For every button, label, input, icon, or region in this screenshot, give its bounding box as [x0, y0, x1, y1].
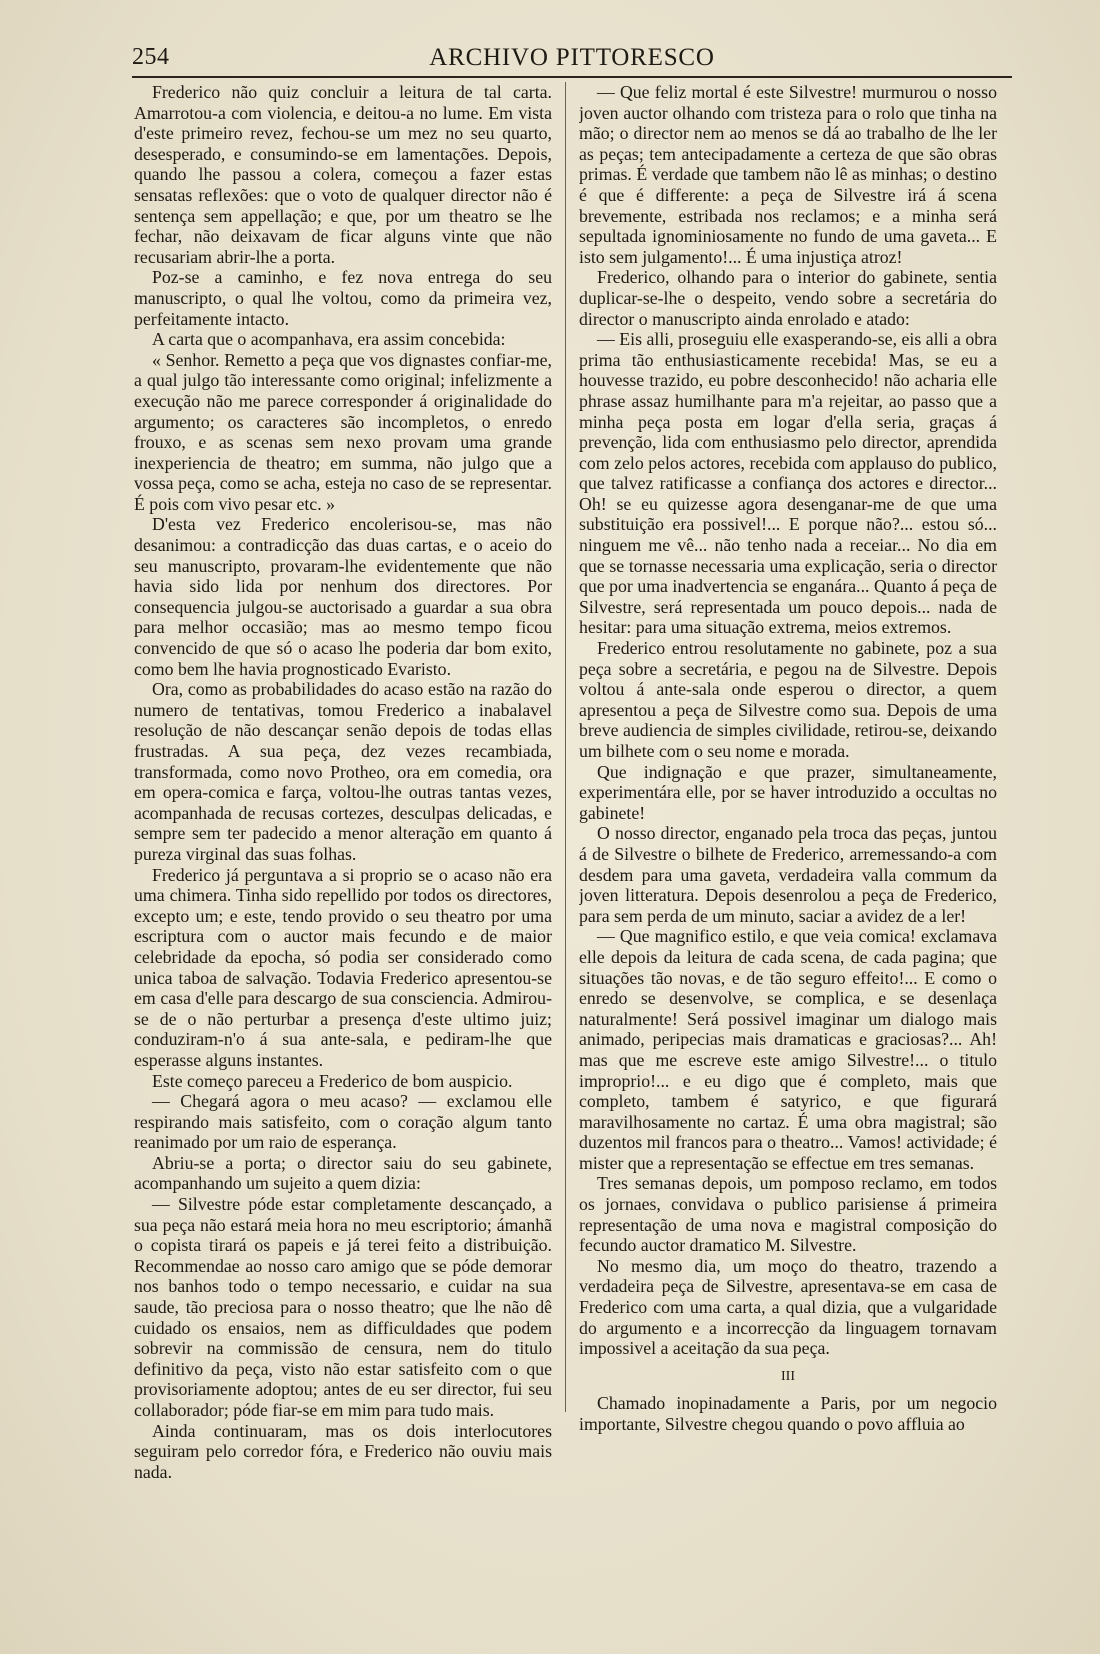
dialogue: — Que feliz mortal é este Silvestre! murmurou o nosso joven auctor olhando com tristeza para o rolo que tinha na mão; o director nem ao menos se dá ao trabalho de lhe ler as peças; tem antecipadamente a certeza de que são obras primas. É verdade que tambem não lê as minhas; o destino é que é differente: a peça de Silvestre irá á scena brevemente, estribada nos reclamos; e a minha será sepultada ignominiosamente no fundo de uma gaveta... E isto sem julgamento!... É uma injustiça atroz! — [579, 82, 997, 267]
page-header — [132, 42, 1012, 78]
paragraph: Frederico não quiz concluir a leitura de tal carta. Amarrotou-a com violencia, e deitou-a no lume. Em vista d'este primeiro revez, fechou-se um mez no seu quarto, desesperado, e consumindo-se em lamentações. Depois, quando lhe passou a colera, começou a fazer estas sensatas reflexões: que o voto de qualquer director não é sentença sem appellação; e que, por um theatro se lhe fechar, não deixavam de ficar alguns vinte que não recusariam abrir-lhe a porta. — [134, 82, 552, 267]
paragraph: O nosso director, enganado pela troca das peças, juntou á de Silvestre o bilhete de Frederico, arremessando-a com desdem para uma gaveta, verdadeira valla commum da joven litteratura. Depois desenrolou a peça de Frederico, para sem perda de um minuto, saciar a avidez de a ler! — [579, 823, 997, 926]
right-column — [579, 82, 997, 1622]
page-number: 254 — [132, 44, 170, 70]
paragraph: Este começo pareceu a Frederico de bom auspicio. — [152, 1070, 513, 1091]
dialogue: — Silvestre póde estar completamente descançado, a sua peça não estará meia hora no meu escriptorio; ámanhã o copista tirará os papeis e já terei feito a distribuição. Recommendae ao nosso caro amigo que se póde demorar nos banhos todo o tempo necessario, e cuidar na sua saude, tão preciosa para o nosso theatro; que lhe não dê cuidado os ensaios, nem as difficuldades que podem sobrevir na commissão de censura, nem do titulo definitivo da peça, visto não estar satisfeito com o que provisoriamente adoptou; antes de eu ser director, fui seu collaborador; póde fiar-se em mim para tudo mais. — [134, 1194, 552, 1420]
paragraph: No mesmo dia, um moço do theatro, trazendo a verdadeira peça de Silvestre, apresentava-se em casa de Frederico com uma carta, a qual dizia, que a vulgaridade do argumento e a incorrecção da linguagem tornavam impossivel a aceitação da sua peça. — [579, 1255, 997, 1359]
dialogue: — Chegará agora o meu acaso? — exclamou elle respirando mais satisfeito, com o coração algum tanto reanimado por um raio de esperança. — [134, 1091, 552, 1153]
paragraph: Tres semanas depois, um pomposo reclamo, em todos os jornaes, convidava o publico parisiense á primeira representação de uma nova e magistral composição do fecundo auctor dramatico M. Silvestre. — [579, 1173, 997, 1256]
paragraph: Frederico, olhando para o interior do gabinete, sentia duplicar-se-lhe o despeito, vendo sobre a secretária do director o manuscripto ainda enrolado e atado: — [579, 267, 997, 329]
dialogue: — Que magnifico estilo, e que veia comica! exclamava elle depois da leitura de cada scena, de cada pagina; que situações tão novas, e de tão seguro effeito!... E como o enredo se desenvolve, se complica, e se desenlaça naturalmente! Será possivel imaginar um dialogo mais animado, peripecias mais dramaticas e graciosas?... Ah! mas que me escreve este amigo Silvestre!... o titulo improprio!... e eu digo que é completo, mais que completo, tambem é satyrico, e que figurará maravilhosamente no cartaz. É uma obra magistral; são duzentos mil francos para o theatro... Vamos! actividade; é mister que a representação se effectue em tres semanas. — [579, 926, 997, 1173]
dialogue: — Eis alli, proseguiu elle exasperando-se, eis alli a obra prima tão enthusiasticamente recebida! Mas, se eu a houvesse trazido, eu pobre desconhecido! não acharia elle phrase assaz humilhante para m'a rejeitar, ao passo que a minha peça posta em logar d'ella seria, graças á prevenção, lida com enthusiasmo pelo director, aprendida com zelo pelos actores, recebida com applauso do publico, que talvez ratificasse a confiança dos actores e director... Oh! se eu quizesse agora desenganar-me de que uma substituição era possivel!... E porque não?... estou só... ninguem me vê... não tenho nada a receiar... No dia em que se tornasse necessaria uma explicação, seria o director que por uma inadvertencia se enganára... Quanto á peça de Silvestre, será representada um pouco depois... nada de hesitar: para uma situação extrema, meios extremos. — [579, 329, 997, 638]
paragraph: Abriu-se a porta; o director saiu do seu gabinete, acompanhando um sujeito a quem dizia: — [134, 1152, 552, 1194]
paragraph: Poz-se a caminho, e fez nova entrega do seu manuscripto, o qual lhe voltou, como da primeira vez, perfeitamente intacto. — [134, 267, 552, 329]
column-divider — [565, 82, 566, 1412]
paragraph: Ora, como as probabilidades do acaso estão na razão do numero de tentativas, tomou Frederico a inabalavel resolução de não descançar senão depois de todas ellas frustradas. A sua peça, dez vezes recambiada, transformada, como novo Protheo, ora em comedia, ora em opera-comica e farça, voltou-lhe outras tantas vezes, acompanhada de recusas cortezes, desculpas delicadas, e sempre sem ter padecido a menor alteração em quanto á pureza virginal das suas folhas. — [134, 679, 552, 864]
paragraph: A carta que o acompanhava, era assim concebida: — [152, 329, 506, 350]
section-number: III — [781, 1368, 795, 1384]
running-title: ARCHIVO PITTORESCO — [429, 44, 715, 71]
quoted-letter: « Senhor. Remetto a peça que vos dignastes confiar-me, a qual julgo tão interessante como original; infelizmente a execução não me parece corresponder á originalidade do argumento; os caracteres são incompletos, o enredo frouxo, e as scenas sem nexo provam uma grande inexperiencia de theatro; em summa, não julgo que a vossa peça, como se acha, esteja no caso de se representar. É pois com vivo pesar etc. » — [134, 349, 552, 514]
paragraph: Que indignação e que prazer, simultaneamente, experimentára elle, por se haver introduzido a occultas no gabinete! — [579, 761, 997, 823]
paragraph: Chamado inopinadamente a Paris, por um negocio importante, Silvestre chegou quando o povo affluia ao — [579, 1393, 997, 1434]
paragraph: Ainda continuaram, mas os dois interlocutores seguiram pelo corredor fóra, e Frederico não ouviu mais nada. — [134, 1420, 552, 1482]
paragraph: Frederico entrou resolutamente no gabinete, poz a sua peça sobre a secretária, e pegou na de Silvestre. Depois voltou á ante-sala onde esperou o director, a quem apresentou a peça de Silvestre como sua. Depois de uma breve audiencia de simples civilidade, retirou-se, deixando um bilhete com o seu nome e morada. — [579, 638, 997, 761]
left-column — [134, 82, 552, 1622]
paragraph: Frederico já perguntava a si proprio se o acaso não era uma chimera. Tinha sido repellido por todos os directores, excepto um; e este, tendo provido o seu theatro por uma escriptura com o auctor mais fecundo e de maior celebridade da epocha, só podia ser considerado como unica taboa de salvação. Todavia Frederico apresentou-se em casa d'elle para descargo de sua consciencia. Admirou-se de o não perturbar a presença d'este ultimo juiz; conduziram-n'o á sua ante-sala, e pediram-lhe que esperasse alguns instantes. — [134, 864, 552, 1070]
paragraph: D'esta vez Frederico encolerisou-se, mas não desanimou: a contradicção das duas cartas, e o aceio do seu manuscripto, provaram-lhe evidentemente que não havia sido lida por nenhum dos directores. Por consequencia julgou-se auctorisado a guardar a sua obra para melhor occasião; mas ao mesmo tempo ficou convencido de que só o acaso lhe poderia dar bom exito, como bem lhe havia prognosticado Evaristo. — [134, 514, 552, 679]
